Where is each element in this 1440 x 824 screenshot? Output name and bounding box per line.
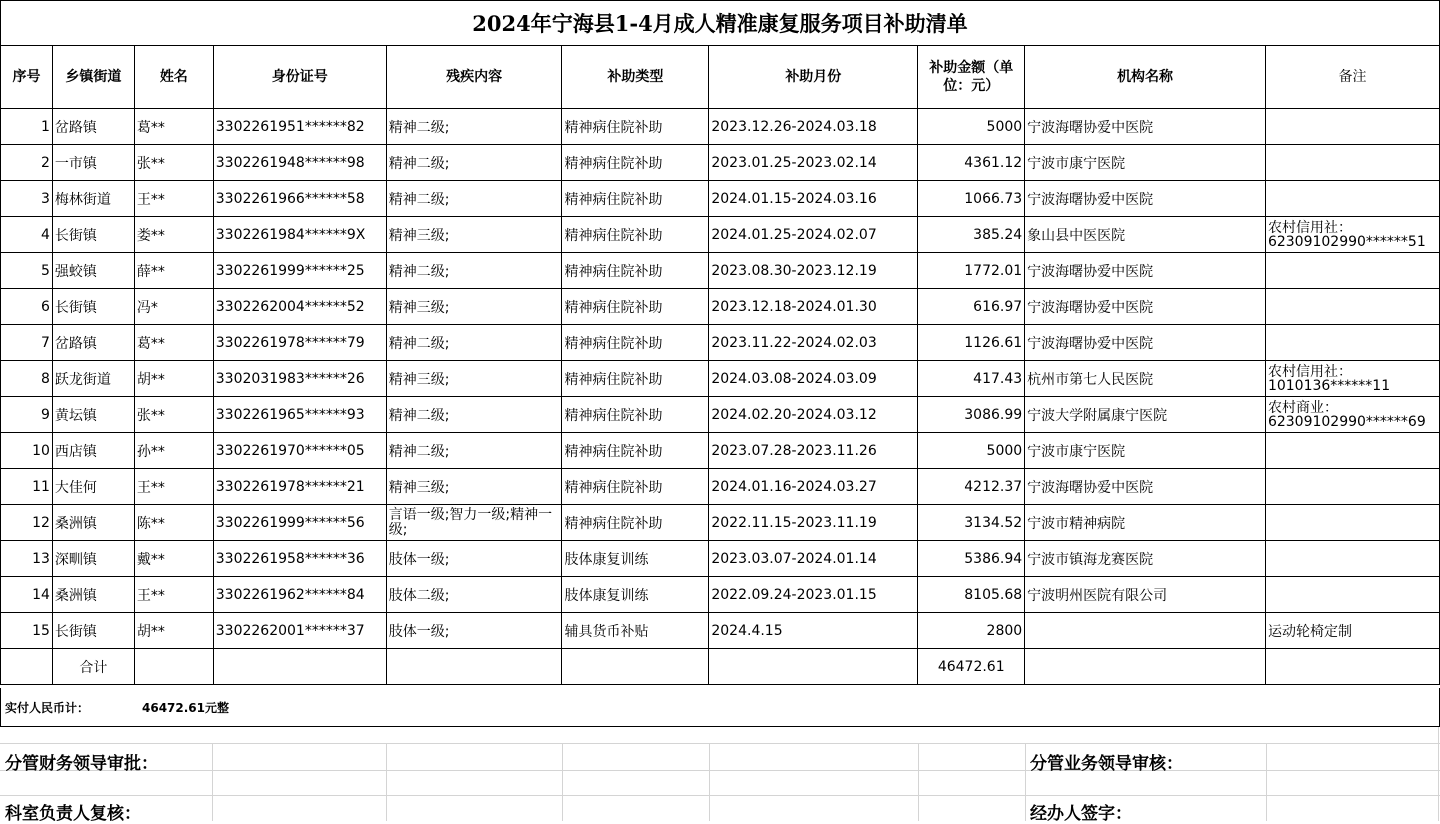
row-amount[interactable]: 2800	[918, 613, 1025, 649]
gridline	[0, 795, 1440, 796]
row-name[interactable]: 张**	[134, 397, 213, 433]
gridline	[1266, 743, 1267, 821]
row-name[interactable]: 王**	[134, 181, 213, 217]
row-remark[interactable]	[1265, 469, 1439, 505]
row-name[interactable]: 葛**	[134, 325, 213, 361]
table-row	[1, 325, 1440, 361]
gridline	[1025, 743, 1026, 821]
row-amount[interactable]: 1066.73	[918, 181, 1025, 217]
row-subsidy-type[interactable]: 精神病住院补助	[562, 145, 709, 181]
row-disability[interactable]: 精神二级;	[386, 145, 562, 181]
table-row	[1, 541, 1440, 577]
row-town[interactable]: 长街镇	[52, 613, 134, 649]
row-seq[interactable]: 6	[1, 289, 53, 325]
header-id[interactable]: 身份证号	[213, 46, 386, 109]
row-month[interactable]: 2023.12.26-2024.03.18	[709, 109, 918, 145]
row-remark[interactable]	[1265, 289, 1439, 325]
row-id[interactable]: 3302261999******56	[213, 505, 386, 541]
total-label[interactable]: 合计	[52, 649, 134, 685]
row-amount[interactable]: 5000	[918, 433, 1025, 469]
row-seq[interactable]: 4	[1, 217, 53, 253]
row-amount[interactable]: 5386.94	[918, 541, 1025, 577]
row-month[interactable]: 2024.4.15	[709, 613, 918, 649]
row-month[interactable]: 2024.03.08-2024.03.09	[709, 361, 918, 397]
row-seq[interactable]: 12	[1, 505, 53, 541]
row-subsidy-type[interactable]: 精神病住院补助	[562, 505, 709, 541]
row-town[interactable]: 梅林街道	[52, 181, 134, 217]
row-org[interactable]: 宁波海曙协爱中医院	[1025, 109, 1266, 145]
gridline	[0, 770, 1440, 771]
row-org[interactable]: 宁波市镇海龙赛医院	[1025, 541, 1266, 577]
row-town[interactable]: 长街镇	[52, 289, 134, 325]
row-town[interactable]: 一市镇	[52, 145, 134, 181]
row-town[interactable]: 大佳何	[52, 469, 134, 505]
row-seq[interactable]: 5	[1, 253, 53, 289]
table-row	[1, 361, 1440, 397]
row-org[interactable]: 宁波海曙协爱中医院	[1025, 253, 1266, 289]
row-town[interactable]: 岔路镇	[52, 325, 134, 361]
row-subsidy-type[interactable]: 精神病住院补助	[562, 217, 709, 253]
row-amount[interactable]: 4212.37	[918, 469, 1025, 505]
row-seq[interactable]: 13	[1, 541, 53, 577]
header-name[interactable]: 姓名	[134, 46, 213, 109]
table-row	[1, 469, 1440, 505]
row-seq[interactable]: 10	[1, 433, 53, 469]
row-month[interactable]: 2023.07.28-2023.11.26	[709, 433, 918, 469]
row-month[interactable]: 2023.03.07-2024.01.14	[709, 541, 918, 577]
row-month[interactable]: 2024.01.16-2024.03.27	[709, 469, 918, 505]
row-subsidy-type[interactable]: 精神病住院补助	[562, 289, 709, 325]
row-remark[interactable]	[1265, 577, 1439, 613]
row-month[interactable]: 2023.08.30-2023.12.19	[709, 253, 918, 289]
row-org[interactable]: 宁波大学附属康宁医院	[1025, 397, 1266, 433]
row-disability[interactable]: 精神二级;	[386, 433, 562, 469]
row-amount[interactable]: 1126.61	[918, 325, 1025, 361]
row-disability[interactable]: 肢体一级;	[386, 613, 562, 649]
row-amount[interactable]: 1772.01	[918, 253, 1025, 289]
row-disability[interactable]: 言语一级;智力一级;精神一级;	[386, 505, 562, 541]
table-row	[1, 505, 1440, 541]
row-name[interactable]: 薛**	[134, 253, 213, 289]
table-row	[1, 145, 1440, 181]
row-org[interactable]: 宁波市康宁医院	[1025, 145, 1266, 181]
row-disability[interactable]: 精神三级;	[386, 361, 562, 397]
row-month[interactable]: 2022.09.24-2023.01.15	[709, 577, 918, 613]
row-name[interactable]: 戴**	[134, 541, 213, 577]
empty-cell[interactable]	[386, 649, 562, 685]
total-amount[interactable]: 46472.61	[918, 649, 1025, 685]
row-remark[interactable]	[1265, 253, 1439, 289]
row-remark[interactable]: 运动轮椅定制	[1265, 613, 1439, 649]
row-town[interactable]: 深甽镇	[52, 541, 134, 577]
row-seq[interactable]: 15	[1, 613, 53, 649]
row-disability[interactable]: 精神二级;	[386, 325, 562, 361]
header-town[interactable]: 乡镇街道	[52, 46, 134, 109]
header-remark[interactable]: 备注	[1265, 46, 1439, 109]
row-remark[interactable]	[1265, 325, 1439, 361]
row-remark[interactable]	[1265, 433, 1439, 469]
row-id[interactable]: 3302261962******84	[213, 577, 386, 613]
row-town[interactable]: 西店镇	[52, 433, 134, 469]
row-month[interactable]: 2023.01.25-2023.02.14	[709, 145, 918, 181]
row-amount[interactable]: 3134.52	[918, 505, 1025, 541]
table-row	[1, 577, 1440, 613]
row-id[interactable]: 3302031983******26	[213, 361, 386, 397]
gridline	[709, 743, 710, 821]
row-id[interactable]: 3302261978******21	[213, 469, 386, 505]
row-name[interactable]: 葛**	[134, 109, 213, 145]
sheet-title: 2024年宁海县1-4月成人精准康复服务项目补助清单	[0, 0, 1440, 45]
row-month[interactable]: 2023.11.22-2024.02.03	[709, 325, 918, 361]
row-month[interactable]: 2024.01.25-2024.02.07	[709, 217, 918, 253]
row-town[interactable]: 跃龙街道	[52, 361, 134, 397]
row-amount[interactable]: 5000	[918, 109, 1025, 145]
row-amount[interactable]: 3086.99	[918, 397, 1025, 433]
header-seq[interactable]: 序号	[1, 46, 53, 109]
row-subsidy-type[interactable]: 精神病住院补助	[562, 109, 709, 145]
empty-cell[interactable]	[562, 649, 709, 685]
table-row	[1, 181, 1440, 217]
header-disability[interactable]: 残疾内容	[386, 46, 562, 109]
row-remark[interactable]	[1265, 109, 1439, 145]
row-id[interactable]: 3302261948******98	[213, 145, 386, 181]
row-amount[interactable]: 8105.68	[918, 577, 1025, 613]
paid-total-row	[0, 688, 1440, 727]
header-month[interactable]: 补助月份	[709, 46, 918, 109]
row-remark[interactable]	[1265, 541, 1439, 577]
total-row	[1, 649, 1440, 685]
row-name[interactable]: 孙**	[134, 433, 213, 469]
empty-cell[interactable]	[1, 649, 53, 685]
row-town[interactable]: 黄坛镇	[52, 397, 134, 433]
row-subsidy-type[interactable]: 辅具货币补贴	[562, 613, 709, 649]
row-town[interactable]: 长街镇	[52, 217, 134, 253]
row-seq[interactable]: 9	[1, 397, 53, 433]
header-row	[1, 46, 1440, 109]
row-amount[interactable]: 385.24	[918, 217, 1025, 253]
row-seq[interactable]: 7	[1, 325, 53, 361]
row-seq[interactable]: 11	[1, 469, 53, 505]
row-town[interactable]: 桑洲镇	[52, 577, 134, 613]
row-subsidy-type[interactable]: 精神病住院补助	[562, 397, 709, 433]
row-name[interactable]: 冯*	[134, 289, 213, 325]
row-id[interactable]: 3302261984******9X	[213, 217, 386, 253]
signature-area	[0, 727, 1440, 824]
empty-cell[interactable]	[709, 649, 918, 685]
row-subsidy-type[interactable]: 精神病住院补助	[562, 181, 709, 217]
row-id[interactable]: 3302262001******37	[213, 613, 386, 649]
row-remark[interactable]: 农村信用社：1010136******11	[1265, 361, 1439, 397]
header-org[interactable]: 机构名称	[1025, 46, 1266, 109]
table-row	[1, 613, 1440, 649]
row-remark[interactable]	[1265, 181, 1439, 217]
row-town[interactable]: 强蛟镇	[52, 253, 134, 289]
row-seq[interactable]: 3	[1, 181, 53, 217]
empty-cell[interactable]	[134, 649, 213, 685]
business-leader-review[interactable]: 分管业务领导审核：	[1030, 754, 1183, 774]
row-org[interactable]: 宁波市精神病院	[1025, 505, 1266, 541]
row-disability[interactable]: 肢体一级;	[386, 541, 562, 577]
gridline	[562, 743, 563, 821]
row-org[interactable]	[1025, 613, 1266, 649]
row-remark[interactable]: 农村商业：62309102990******69	[1265, 397, 1439, 433]
finance-leader-approval[interactable]: 分管财务领导审批：	[5, 754, 158, 774]
row-id[interactable]: 3302261966******58	[213, 181, 386, 217]
section-head-check[interactable]: 科室负责人复核：	[5, 804, 141, 824]
row-subsidy-type[interactable]: 精神病住院补助	[562, 433, 709, 469]
row-amount[interactable]: 4361.12	[918, 145, 1025, 181]
gridline	[1438, 727, 1439, 821]
row-subsidy-type[interactable]: 精神病住院补助	[562, 253, 709, 289]
row-org[interactable]: 宁波市康宁医院	[1025, 433, 1266, 469]
row-name[interactable]: 王**	[134, 577, 213, 613]
table-row	[1, 253, 1440, 289]
row-disability[interactable]: 精神二级;	[386, 253, 562, 289]
row-remark[interactable]: 农村信用社：62309102990******51	[1265, 217, 1439, 253]
row-month[interactable]: 2022.11.15-2023.11.19	[709, 505, 918, 541]
row-name[interactable]: 娄**	[134, 217, 213, 253]
table-row	[1, 217, 1440, 253]
row-month[interactable]: 2024.01.15-2024.03.16	[709, 181, 918, 217]
row-org[interactable]: 宁波海曙协爱中医院	[1025, 325, 1266, 361]
row-amount[interactable]: 616.97	[918, 289, 1025, 325]
gridline	[0, 743, 1440, 744]
row-disability[interactable]: 精神二级;	[386, 181, 562, 217]
empty-cell[interactable]	[213, 649, 386, 685]
row-id[interactable]: 3302261999******25	[213, 253, 386, 289]
row-subsidy-type[interactable]: 精神病住院补助	[562, 325, 709, 361]
row-seq[interactable]: 14	[1, 577, 53, 613]
row-town[interactable]: 岔路镇	[52, 109, 134, 145]
row-org[interactable]: 杭州市第七人民医院	[1025, 361, 1266, 397]
row-town[interactable]: 桑洲镇	[52, 505, 134, 541]
row-subsidy-type[interactable]: 肢体康复训练	[562, 541, 709, 577]
row-subsidy-type[interactable]: 精神病住院补助	[562, 469, 709, 505]
gridline	[386, 743, 387, 821]
row-org[interactable]: 象山县中医医院	[1025, 217, 1266, 253]
row-disability[interactable]: 精神三级;	[386, 289, 562, 325]
table-row	[1, 397, 1440, 433]
table-row	[1, 433, 1440, 469]
handler-signature[interactable]: 经办人签字：	[1030, 804, 1132, 824]
row-seq[interactable]: 8	[1, 361, 53, 397]
row-id[interactable]: 3302262004******52	[213, 289, 386, 325]
header-subsidy-type[interactable]: 补助类型	[562, 46, 709, 109]
row-amount[interactable]: 417.43	[918, 361, 1025, 397]
empty-cell[interactable]	[1025, 649, 1266, 685]
paid-value[interactable]: 46472.61元整	[142, 701, 230, 715]
row-remark[interactable]	[1265, 145, 1439, 181]
row-org[interactable]: 宁波明州医院有限公司	[1025, 577, 1266, 613]
gridline	[212, 743, 213, 821]
row-disability[interactable]: 肢体二级;	[386, 577, 562, 613]
row-id[interactable]: 3302261978******79	[213, 325, 386, 361]
row-org[interactable]: 宁波海曙协爱中医院	[1025, 181, 1266, 217]
header-amount[interactable]: 补助金额（单位：元）	[918, 46, 1025, 109]
empty-cell[interactable]	[1265, 649, 1439, 685]
table-row	[1, 289, 1440, 325]
subsidy-table	[0, 45, 1440, 685]
table-row	[1, 109, 1440, 145]
row-org[interactable]: 宁波海曙协爱中医院	[1025, 469, 1266, 505]
row-name[interactable]: 王**	[134, 469, 213, 505]
row-disability[interactable]: 精神二级;	[386, 397, 562, 433]
gridline	[918, 743, 919, 821]
row-month[interactable]: 2023.12.18-2024.01.30	[709, 289, 918, 325]
row-org[interactable]: 宁波海曙协爱中医院	[1025, 289, 1266, 325]
row-name[interactable]: 陈**	[134, 505, 213, 541]
row-id[interactable]: 3302261958******36	[213, 541, 386, 577]
row-name[interactable]: 胡**	[134, 361, 213, 397]
row-name[interactable]: 张**	[134, 145, 213, 181]
row-subsidy-type[interactable]: 精神病住院补助	[562, 361, 709, 397]
row-disability[interactable]: 精神三级;	[386, 469, 562, 505]
row-id[interactable]: 3302261970******05	[213, 433, 386, 469]
row-disability[interactable]: 精神三级;	[386, 217, 562, 253]
row-subsidy-type[interactable]: 肢体康复训练	[562, 577, 709, 613]
row-seq[interactable]: 2	[1, 145, 53, 181]
row-disability[interactable]: 精神二级;	[386, 109, 562, 145]
row-month[interactable]: 2024.02.20-2024.03.12	[709, 397, 918, 433]
row-id[interactable]: 3302261951******82	[213, 109, 386, 145]
paid-label: 实付人民币计：	[5, 701, 90, 715]
row-name[interactable]: 胡**	[134, 613, 213, 649]
row-id[interactable]: 3302261965******93	[213, 397, 386, 433]
row-remark[interactable]	[1265, 505, 1439, 541]
row-seq[interactable]: 1	[1, 109, 53, 145]
